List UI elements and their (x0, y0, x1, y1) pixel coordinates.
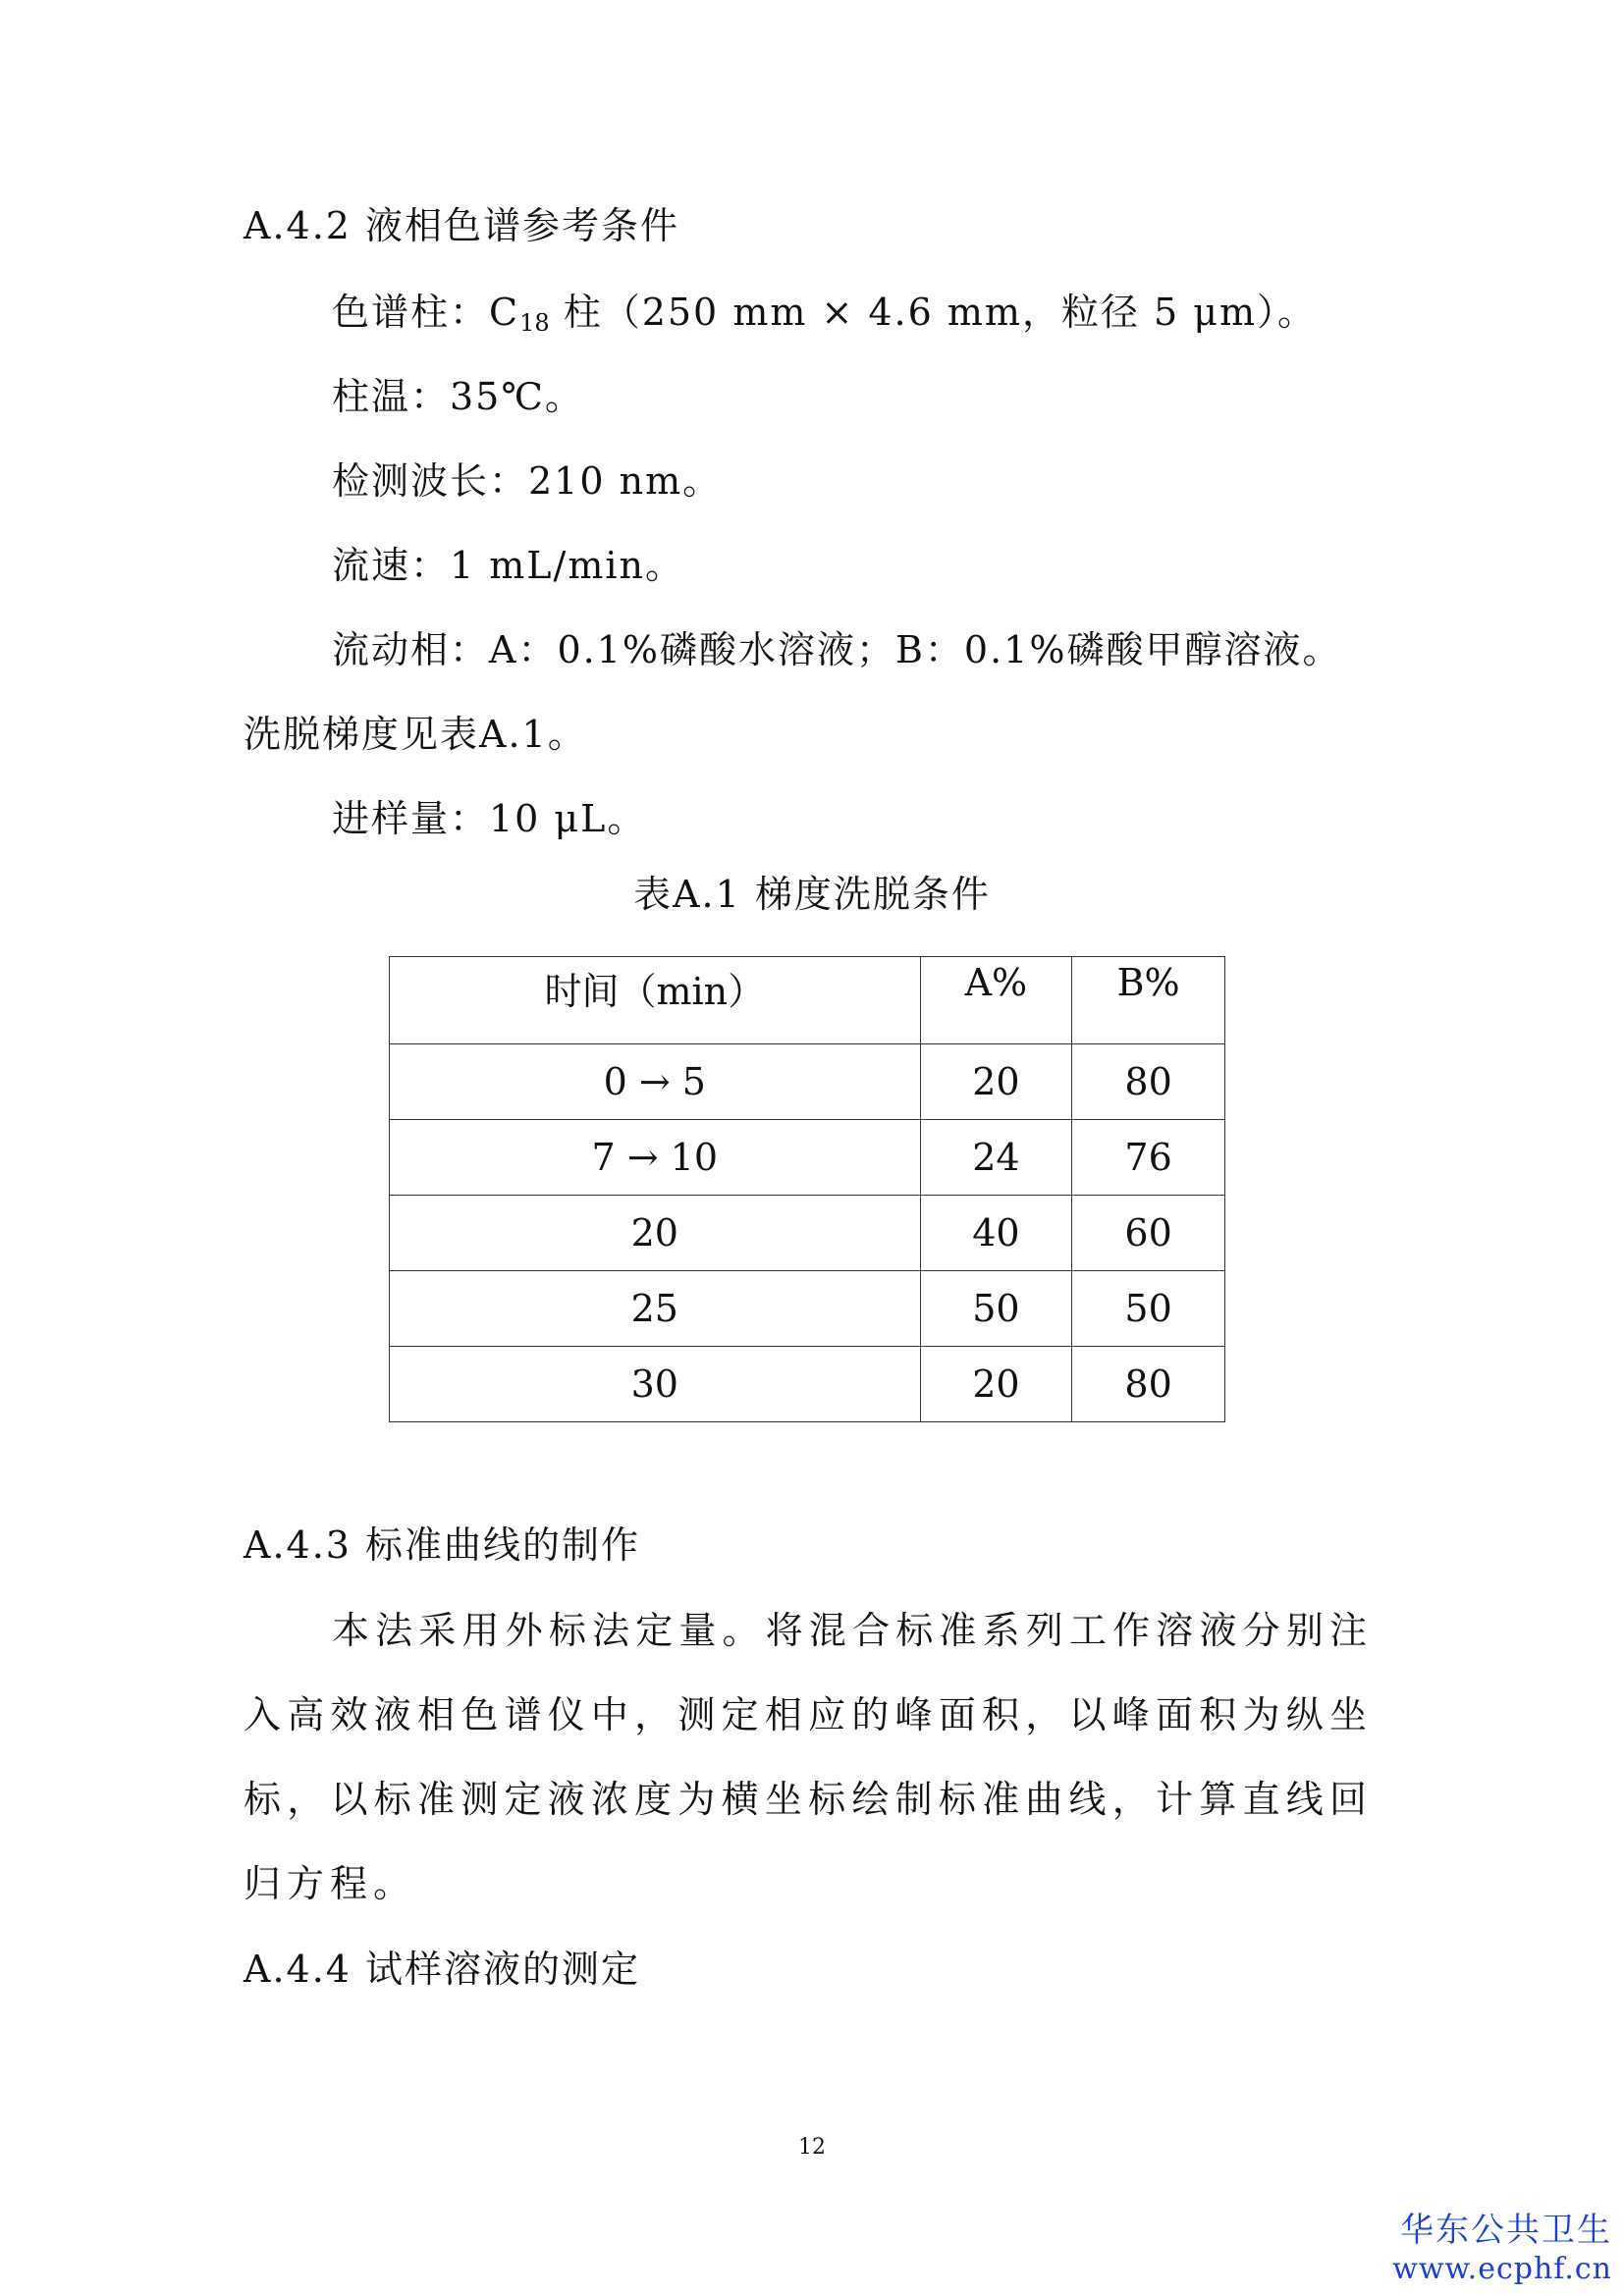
cell-a: 50 (920, 1271, 1072, 1347)
mobile-phase: 流动相：A：0.1%磷酸水溶液；B：0.1%磷酸甲醇溶液。 (332, 628, 1342, 671)
header-time: 时间（min） (390, 957, 921, 1044)
watermark-url: www.ecphf.cn (1392, 2252, 1612, 2286)
cell-a: 24 (920, 1120, 1072, 1196)
column-temperature: 柱温：35℃。 (332, 375, 584, 418)
table-row (390, 1044, 1225, 1120)
section-heading-a444: A.4.4 试样溶液的测定 (244, 1948, 641, 1991)
cell-a: 40 (920, 1196, 1072, 1271)
cell-b: 80 (1072, 1044, 1225, 1120)
cell-a: 20 (920, 1347, 1072, 1422)
column-suffix: 柱（250 mm × 4.6 mm，粒径 5 μm）。 (549, 291, 1318, 334)
section-heading-a443: A.4.3 标准曲线的制作 (244, 1523, 641, 1567)
cell-time: 0 → 5 (390, 1044, 921, 1120)
cell-b: 80 (1072, 1347, 1225, 1422)
section-heading-a442: A.4.2 液相色谱参考条件 (244, 204, 680, 247)
cell-time: 30 (390, 1347, 921, 1422)
table-row (390, 1120, 1225, 1196)
cell-time: 7 → 10 (390, 1120, 921, 1196)
page-number: 12 (798, 2135, 826, 2160)
header-b-percent: B% (1072, 957, 1225, 1044)
injection-volume: 进样量：10 μL。 (332, 797, 647, 840)
detection-wavelength: 检测波长：210 nm。 (332, 459, 723, 503)
calibration-paragraph: 本法采用外标法定量。将混合标准系列工作溶液分别注入高效液相色谱仪中，测定相应的峰面积，以峰面积为纵坐标，以标准测定液浓度为横坐标绘制标准曲线，计算直线回归方程。 (244, 1609, 1373, 1905)
header-a-percent: A% (920, 957, 1072, 1044)
gradient-note: 洗脱梯度见表A.1。 (244, 713, 587, 756)
gradient-table (389, 956, 1225, 1422)
table-caption: 表A.1 梯度洗脱条件 (633, 873, 991, 916)
watermark-title: 华东公共卫生 (1400, 2211, 1612, 2250)
cell-b: 76 (1072, 1120, 1225, 1196)
table-row (390, 1196, 1225, 1271)
cell-b: 60 (1072, 1196, 1225, 1271)
table-row (390, 1271, 1225, 1347)
cell-b: 50 (1072, 1271, 1225, 1347)
cell-time: 20 (390, 1196, 921, 1271)
cell-time: 25 (390, 1271, 921, 1347)
flow-rate: 流速：1 mL/min。 (332, 544, 684, 587)
column-prefix: 色谱柱：C (332, 291, 520, 334)
column-condition (332, 289, 1317, 347)
column-subscript: 18 (519, 309, 550, 337)
table-row (390, 1347, 1225, 1422)
cell-a: 20 (920, 1044, 1072, 1120)
table-header-row (390, 957, 1225, 1044)
